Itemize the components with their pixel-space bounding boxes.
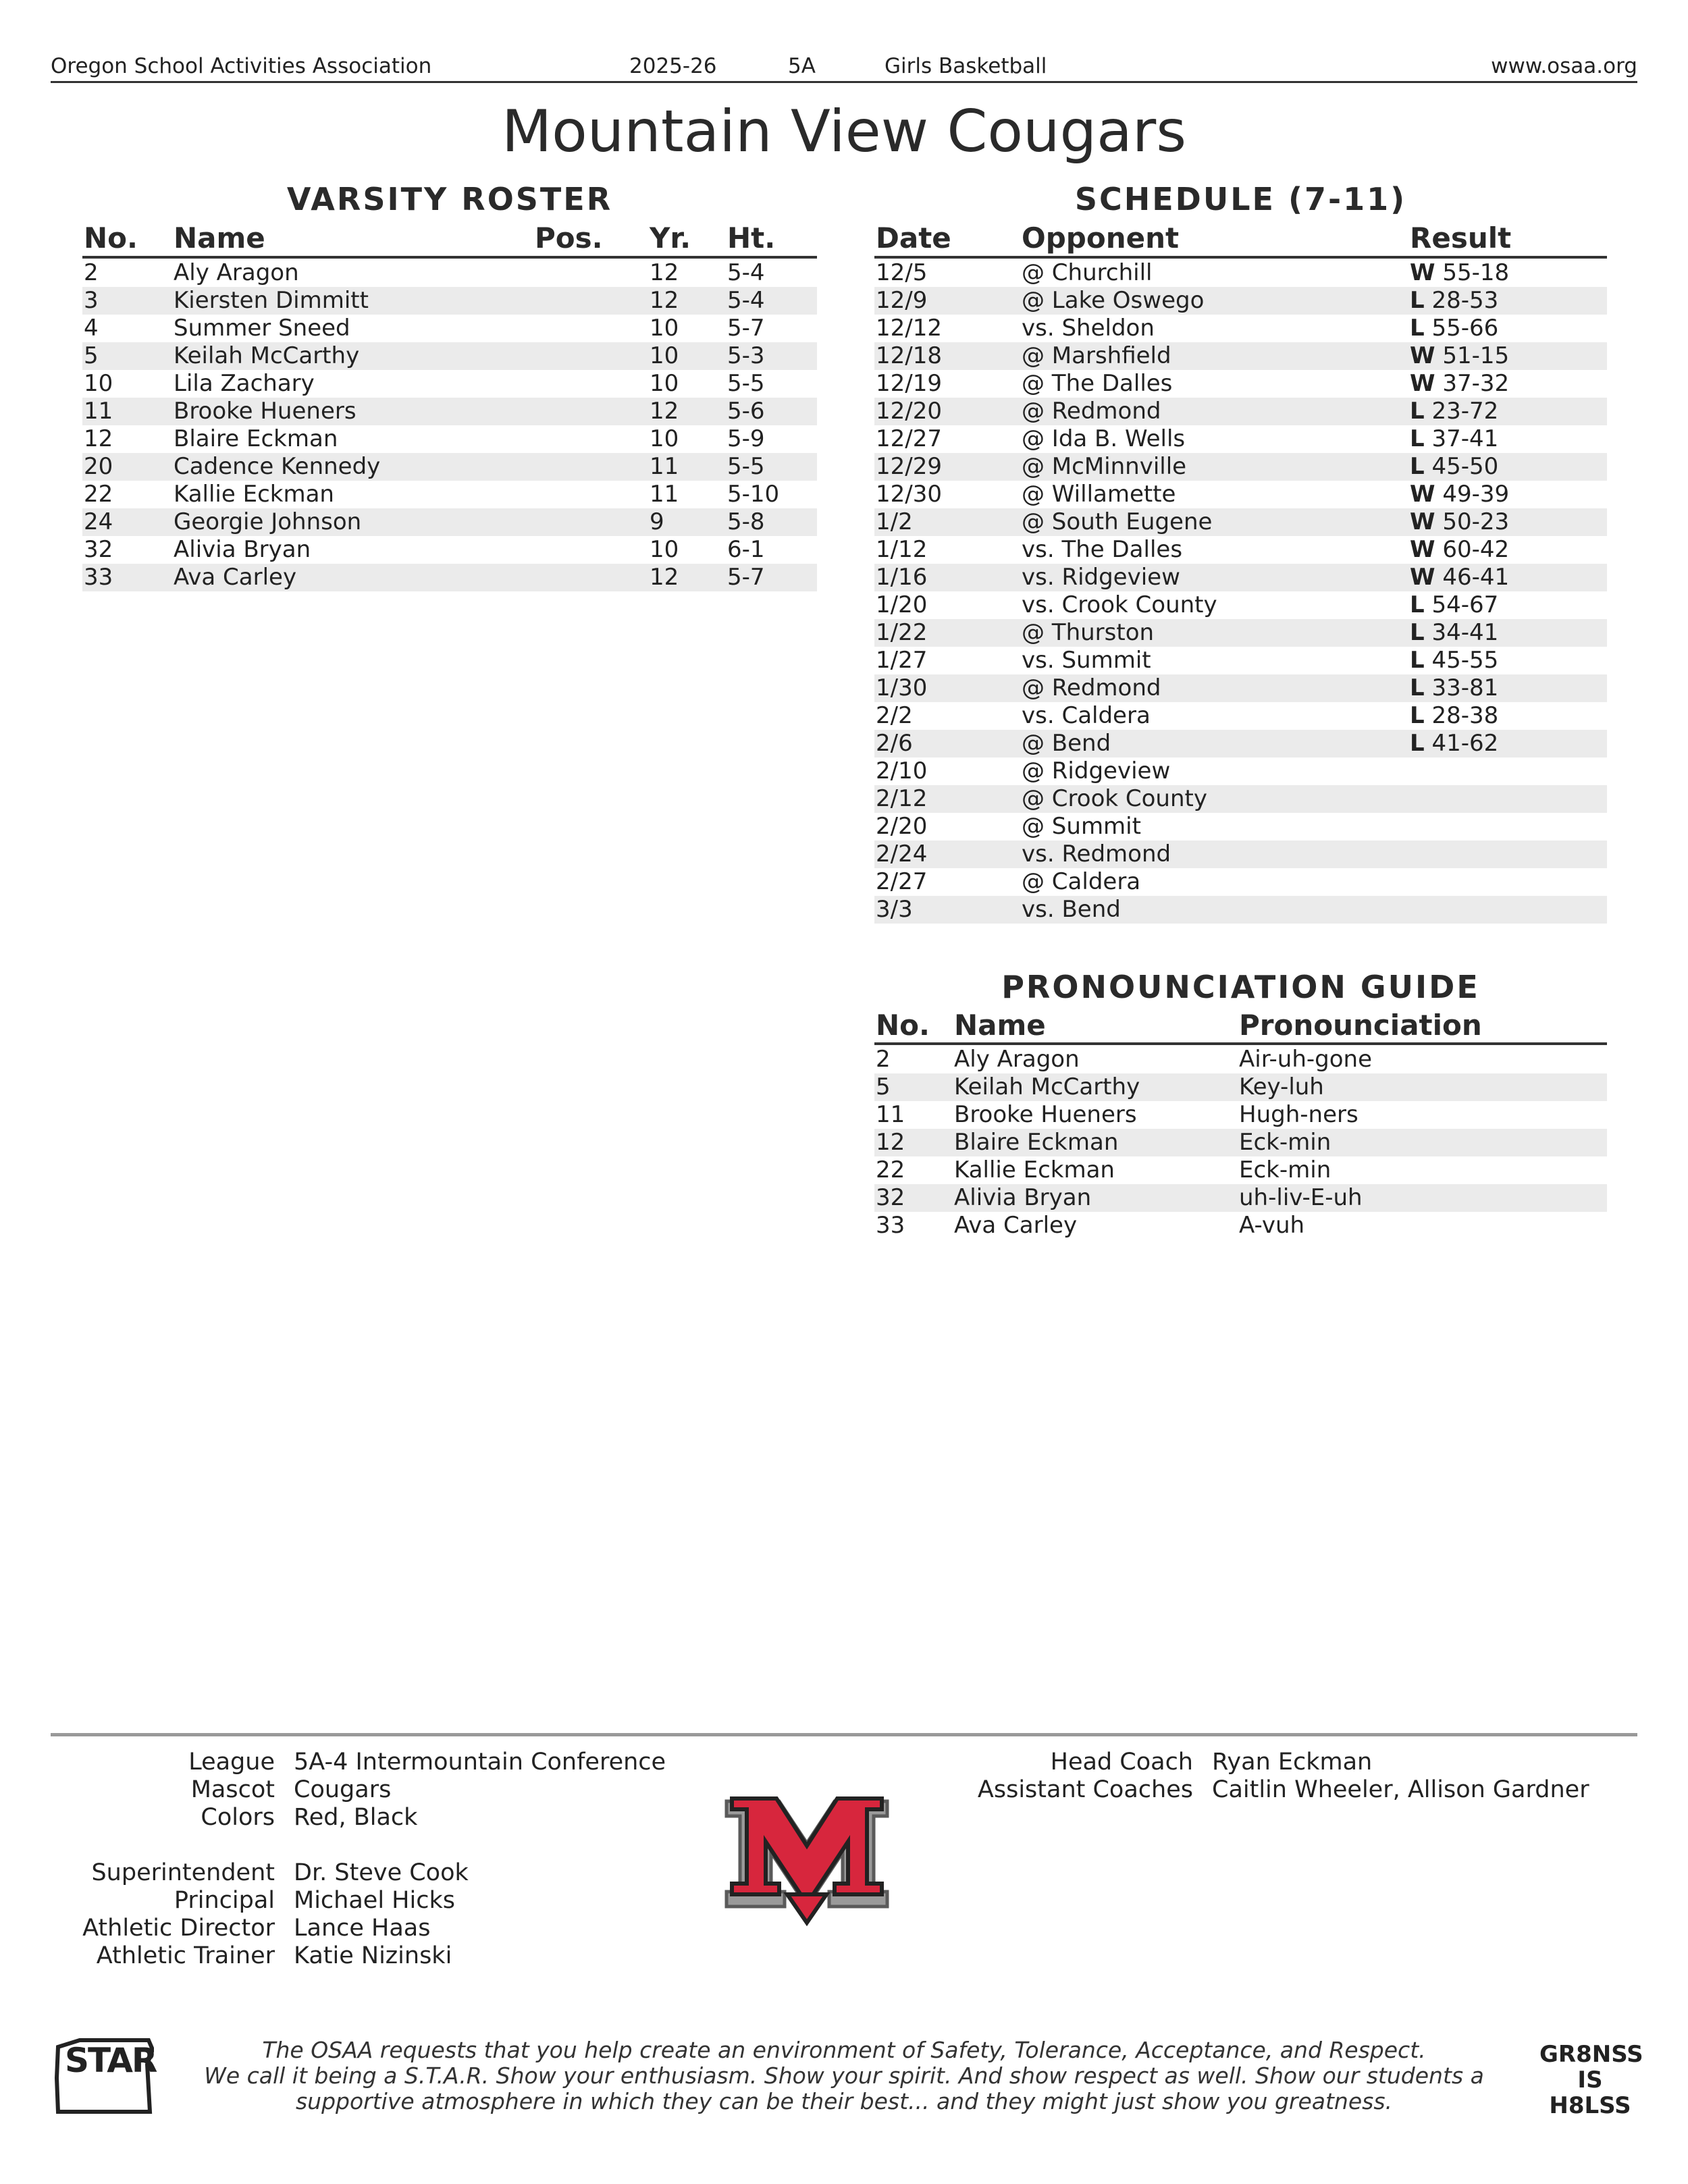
result-wl: L <box>1410 730 1425 757</box>
result-wl: L <box>1410 647 1425 674</box>
schedule-result <box>1410 259 1509 287</box>
schedule-result <box>1410 287 1498 315</box>
result-wl: L <box>1410 315 1425 342</box>
result-score: 33-81 <box>1431 674 1499 701</box>
schedule-col-date: Date <box>876 221 951 255</box>
result-wl: L <box>1410 398 1425 425</box>
mascot-label: Mascot <box>190 1776 275 1803</box>
roster-yr: 10 <box>650 370 679 397</box>
athletic-trainer-value: Katie Nizinski <box>294 1942 452 1969</box>
roster-no: 10 <box>84 370 113 397</box>
roster-row <box>82 287 817 315</box>
athletic-director-label: Athletic Director <box>82 1915 275 1942</box>
schedule-opponent: @ Redmond <box>1022 398 1161 425</box>
athletic-director-value: Lance Haas <box>294 1915 431 1942</box>
result-score: 55-66 <box>1431 315 1499 342</box>
roster-yr: 10 <box>650 342 679 369</box>
schedule-opponent: @ South Eugene <box>1022 508 1213 535</box>
roster-ht: 6-1 <box>727 536 765 563</box>
schedule-date: 1/30 <box>876 674 928 701</box>
roster-yr: 12 <box>650 564 679 591</box>
superintendent-value: Dr. Steve Cook <box>294 1859 469 1886</box>
principal-value: Michael Hicks <box>294 1887 455 1914</box>
roster-name: Alivia Bryan <box>174 536 311 563</box>
pronunciation-row <box>874 1156 1607 1184</box>
schedule-date: 2/10 <box>876 757 928 784</box>
schedule-row <box>874 342 1607 370</box>
schedule-opponent: vs. Bend <box>1022 896 1121 923</box>
result-wl: L <box>1410 591 1425 618</box>
pron-name: Aly Aragon <box>954 1046 1080 1073</box>
result-wl: L <box>1410 674 1425 701</box>
pron-pronunciation: uh-liv-E-uh <box>1239 1184 1363 1211</box>
roster-header-rule <box>82 256 817 259</box>
schedule-col-result: Result <box>1410 221 1512 255</box>
schedule-date: 12/20 <box>876 398 942 425</box>
footer-divider <box>51 1733 1637 1736</box>
schedule-row <box>874 536 1607 564</box>
roster-col-name: Name <box>174 221 265 255</box>
pronunciation-row <box>874 1129 1607 1156</box>
schedule-row <box>874 315 1607 342</box>
pron-no: 32 <box>876 1184 905 1211</box>
league-value: 5A-4 Intermountain Conference <box>294 1749 666 1776</box>
schedule-date: 12/9 <box>876 287 928 314</box>
pronunciation-row <box>874 1184 1607 1212</box>
roster-name: Cadence Kennedy <box>174 453 381 480</box>
roster-row <box>82 425 817 453</box>
result-score: 41-62 <box>1431 730 1499 757</box>
roster-yr: 12 <box>650 287 679 314</box>
header-divider <box>51 81 1637 83</box>
coach-info <box>945 1749 1688 1816</box>
roster-name: Brooke Hueners <box>174 398 357 425</box>
roster-col-no: No. <box>84 221 138 255</box>
roster-no: 12 <box>84 425 113 452</box>
athletic-trainer-label: Athletic Trainer <box>96 1942 275 1969</box>
roster-title: VARSITY ROSTER <box>286 181 613 217</box>
pron-pronunciation: A-vuh <box>1239 1212 1305 1239</box>
roster-ht: 5-9 <box>727 425 765 452</box>
footer-note-line3: supportive atmosphere in which they can be their best... and they might just show you greatness. <box>295 2088 1393 2114</box>
roster-name: Georgie Johnson <box>174 508 362 535</box>
footer-note <box>149 2037 1539 2114</box>
roster-no: 33 <box>84 564 113 591</box>
roster-ht: 5-3 <box>727 342 765 369</box>
pron-pronunciation: Eck-min <box>1239 1156 1331 1183</box>
roster-col-ht: Ht. <box>727 221 776 255</box>
roster-ht: 5-4 <box>727 287 765 314</box>
schedule-date: 12/18 <box>876 342 942 369</box>
header-org: Oregon School Activities Association <box>51 54 432 78</box>
pronunciation-row <box>874 1101 1607 1129</box>
roster-no: 20 <box>84 453 113 480</box>
schedule-row <box>874 259 1607 287</box>
colors-value: Red, Black <box>294 1804 418 1831</box>
schedule-result <box>1410 481 1509 508</box>
pronunciation-row <box>874 1046 1607 1073</box>
schedule-opponent: @ Redmond <box>1022 674 1161 701</box>
roster-yr: 11 <box>650 481 679 508</box>
result-score: 45-55 <box>1431 647 1499 674</box>
pron-pronunciation: Key-luh <box>1239 1073 1324 1100</box>
roster-row <box>82 564 817 591</box>
roster-ht: 5-5 <box>727 453 765 480</box>
result-score: 49-39 <box>1442 481 1510 508</box>
pron-no: 2 <box>876 1046 891 1073</box>
pron-name: Keilah McCarthy <box>954 1073 1140 1100</box>
league-label: League <box>188 1749 275 1776</box>
pron-pronunciation: Air-uh-gone <box>1239 1046 1372 1073</box>
result-score: 34-41 <box>1431 619 1499 646</box>
roster-ht: 5-4 <box>727 259 765 286</box>
roster-no: 32 <box>84 536 113 563</box>
roster-yr: 11 <box>650 453 679 480</box>
roster-row <box>82 453 817 481</box>
school-m-logo <box>722 1788 891 1927</box>
result-score: 51-15 <box>1442 342 1510 369</box>
schedule-opponent: @ Lake Oswego <box>1022 287 1205 314</box>
result-score: 37-41 <box>1431 425 1499 452</box>
roster-no: 4 <box>84 315 99 342</box>
pronunciation-header-rule <box>874 1042 1607 1045</box>
footer-note-line2: We call it being a S.T.A.R. Show your enthusiasm. Show your spirit. And show respect as well. Show our students a <box>204 2062 1484 2089</box>
result-score: 55-18 <box>1442 259 1510 286</box>
schedule-opponent: @ Churchill <box>1022 259 1153 286</box>
schedule-date: 2/27 <box>876 868 928 895</box>
assistant-coaches-label: Assistant Coaches <box>977 1776 1193 1803</box>
schedule-header-rule <box>874 256 1607 259</box>
footer-note-line1: The OSAA requests that you help create an environment of Safety, Tolerance, Acceptance, and Respect. <box>262 2037 1426 2063</box>
roster-yr: 10 <box>650 425 679 452</box>
schedule-opponent: vs. The Dalles <box>1022 536 1183 563</box>
schedule-opponent: @ Caldera <box>1022 868 1141 895</box>
pron-no: 11 <box>876 1101 905 1128</box>
schedule-row <box>874 453 1607 481</box>
schedule-date: 1/22 <box>876 619 928 646</box>
pronunciation-row <box>874 1073 1607 1101</box>
result-wl: W <box>1410 259 1435 286</box>
roster-yr: 9 <box>650 508 664 535</box>
schedule-result <box>1410 536 1509 564</box>
pron-no: 22 <box>876 1156 905 1183</box>
schedule-header <box>874 221 1607 255</box>
roster-ht: 5-7 <box>727 564 765 591</box>
schedule-date: 12/30 <box>876 481 942 508</box>
roster-no: 11 <box>84 398 113 425</box>
schedule-result <box>1410 315 1498 342</box>
schedule-opponent: vs. Sheldon <box>1022 315 1155 342</box>
schedule-row <box>874 868 1607 896</box>
schedule-opponent: @ The Dalles <box>1022 370 1173 397</box>
schedule-opponent: @ McMinnville <box>1022 453 1187 480</box>
pron-col-no: No. <box>876 1009 930 1042</box>
schedule-result <box>1410 425 1498 453</box>
pron-no: 33 <box>876 1212 905 1239</box>
schedule-row <box>874 481 1607 508</box>
roster-no: 2 <box>84 259 99 286</box>
result-score: 37-32 <box>1442 370 1510 397</box>
schedule-opponent: @ Thurston <box>1022 619 1155 646</box>
roster-name: Aly Aragon <box>174 259 299 286</box>
roster-name: Lila Zachary <box>174 370 315 397</box>
result-wl: L <box>1410 287 1425 314</box>
roster-row <box>82 508 817 536</box>
superintendent-label: Superintendent <box>91 1859 275 1886</box>
schedule-opponent: @ Ida B. Wells <box>1022 425 1186 452</box>
result-wl: L <box>1410 453 1425 480</box>
pronunciation-row <box>874 1212 1607 1240</box>
schedule-opponent: @ Ridgeview <box>1022 757 1171 784</box>
schedule-result <box>1410 647 1498 674</box>
schedule-result <box>1410 398 1498 425</box>
schedule-date: 3/3 <box>876 896 913 923</box>
pron-pronunciation: Hugh-ners <box>1239 1101 1359 1128</box>
roster-name: Blaire Eckman <box>174 425 338 452</box>
roster-name: Kallie Eckman <box>174 481 334 508</box>
roster-name: Kiersten Dimmitt <box>174 287 369 314</box>
schedule-opponent: @ Marshfield <box>1022 342 1171 369</box>
schedule-row <box>874 398 1607 425</box>
result-score: 23-72 <box>1431 398 1499 425</box>
roster-yr: 10 <box>650 536 679 563</box>
schedule-date: 12/5 <box>876 259 928 286</box>
schedule-opponent: vs. Caldera <box>1022 702 1151 729</box>
roster-yr: 12 <box>650 259 679 286</box>
colors-label: Colors <box>201 1804 275 1831</box>
result-score: 46-41 <box>1442 564 1510 591</box>
roster-ht: 5-8 <box>727 508 765 535</box>
schedule-date: 2/20 <box>876 813 928 840</box>
roster-name: Ava Carley <box>174 564 297 591</box>
schedule-row <box>874 287 1607 315</box>
greatness-logo: GR8NSS IS H8LSS <box>1539 2041 1643 2119</box>
schedule-date: 1/2 <box>876 508 913 535</box>
schedule-date: 2/6 <box>876 730 913 757</box>
schedule-result <box>1410 453 1498 481</box>
result-wl: W <box>1410 536 1435 563</box>
header-website[interactable]: www.osaa.org <box>1491 54 1637 78</box>
schedule-row <box>874 841 1607 868</box>
result-wl: W <box>1410 481 1435 508</box>
schedule-date: 12/29 <box>876 453 942 480</box>
result-wl: W <box>1410 564 1435 591</box>
roster-no: 24 <box>84 508 113 535</box>
schedule-row <box>874 508 1607 536</box>
result-score: 54-67 <box>1431 591 1499 618</box>
roster-yr: 10 <box>650 315 679 342</box>
roster-no: 5 <box>84 342 99 369</box>
schedule-result <box>1410 730 1498 757</box>
roster-row <box>82 481 817 508</box>
roster-row <box>82 370 817 398</box>
roster-row <box>82 342 817 370</box>
schedule-row <box>874 785 1607 813</box>
schedule-date: 2/2 <box>876 702 913 729</box>
roster-no: 3 <box>84 287 99 314</box>
schedule-row <box>874 674 1607 702</box>
pron-name: Alivia Bryan <box>954 1184 1092 1211</box>
schedule-row <box>874 730 1607 757</box>
page-title: Mountain View Cougars <box>501 98 1187 165</box>
schedule-row <box>874 813 1607 841</box>
schedule-row <box>874 591 1607 619</box>
schedule-col-opponent: Opponent <box>1022 221 1180 255</box>
pron-name: Brooke Hueners <box>954 1101 1137 1128</box>
result-score: 60-42 <box>1442 536 1510 563</box>
schedule-row <box>874 370 1607 398</box>
roster-col-pos: Pos. <box>535 221 603 255</box>
head-coach-label: Head Coach <box>1050 1749 1193 1776</box>
schedule-opponent: vs. Crook County <box>1022 591 1217 618</box>
schedule-result <box>1410 619 1498 647</box>
schedule-date: 1/16 <box>876 564 928 591</box>
result-wl: L <box>1410 425 1425 452</box>
roster-ht: 5-5 <box>727 370 765 397</box>
result-score: 45-50 <box>1431 453 1499 480</box>
result-wl: W <box>1410 508 1435 535</box>
schedule-row <box>874 647 1607 674</box>
schedule-date: 1/12 <box>876 536 928 563</box>
schedule-result <box>1410 702 1498 730</box>
principal-label: Principal <box>174 1887 275 1914</box>
pronunciation-header <box>874 1009 1607 1042</box>
roster-ht: 5-7 <box>727 315 765 342</box>
schedule-opponent: vs. Summit <box>1022 647 1151 674</box>
schedule-opponent: @ Crook County <box>1022 785 1207 812</box>
schedule-opponent: vs. Redmond <box>1022 841 1171 868</box>
pron-no: 5 <box>876 1073 891 1100</box>
schedule-title: SCHEDULE (7-11) <box>1074 181 1407 217</box>
schedule-row <box>874 896 1607 924</box>
pronunciation-title: PRONOUNCIATION GUIDE <box>1001 969 1480 1005</box>
schedule-result <box>1410 591 1498 619</box>
star-logo-text: STAR <box>65 2041 157 2080</box>
schedule-opponent: vs. Ridgeview <box>1022 564 1180 591</box>
header-season: 2025-26 <box>629 54 717 78</box>
assistant-coaches-value: Caitlin Wheeler, Allison Gardner <box>1212 1776 1589 1803</box>
result-score: 28-53 <box>1431 287 1499 314</box>
schedule-opponent: @ Bend <box>1022 730 1111 757</box>
roster-row <box>82 315 817 342</box>
roster-col-yr: Yr. <box>650 221 691 255</box>
roster-row <box>82 536 817 564</box>
result-score: 28-38 <box>1431 702 1499 729</box>
pron-name: Ava Carley <box>954 1212 1078 1239</box>
schedule-result <box>1410 508 1509 536</box>
schedule-row <box>874 757 1607 785</box>
header-sport: Girls Basketball <box>885 54 1047 78</box>
roster-name: Summer Sneed <box>174 315 350 342</box>
pron-col-pronunciation: Pronounciation <box>1239 1009 1482 1042</box>
roster-no: 22 <box>84 481 113 508</box>
pron-pronunciation: Eck-min <box>1239 1129 1331 1156</box>
schedule-date: 12/12 <box>876 315 942 342</box>
schedule-result <box>1410 370 1509 398</box>
schedule-table <box>874 259 1607 924</box>
schedule-row <box>874 564 1607 591</box>
schedule-row <box>874 619 1607 647</box>
result-wl: W <box>1410 342 1435 369</box>
result-score: 50-23 <box>1442 508 1510 535</box>
roster-table <box>82 259 817 591</box>
schedule-date: 2/24 <box>876 841 928 868</box>
head-coach-value: Ryan Eckman <box>1212 1749 1373 1776</box>
schedule-result <box>1410 564 1509 591</box>
schedule-opponent: @ Summit <box>1022 813 1141 840</box>
schedule-date: 1/27 <box>876 647 928 674</box>
pron-col-name: Name <box>954 1009 1046 1042</box>
schedule-opponent: @ Willamette <box>1022 481 1176 508</box>
pron-name: Kallie Eckman <box>954 1156 1115 1183</box>
header-classification: 5A <box>788 54 816 78</box>
schedule-date: 12/27 <box>876 425 942 452</box>
schedule-date: 1/20 <box>876 591 928 618</box>
schedule-date: 12/19 <box>876 370 942 397</box>
pron-name: Blaire Eckman <box>954 1129 1119 1156</box>
pronunciation-table <box>874 1046 1607 1240</box>
result-wl: L <box>1410 619 1425 646</box>
roster-header <box>82 221 817 255</box>
schedule-result <box>1410 342 1509 370</box>
roster-ht: 5-6 <box>727 398 765 425</box>
schedule-result <box>1410 674 1498 702</box>
roster-name: Keilah McCarthy <box>174 342 360 369</box>
school-info <box>0 1749 743 1985</box>
schedule-date: 2/12 <box>876 785 928 812</box>
star-logo <box>53 2037 157 2117</box>
roster-ht: 5-10 <box>727 481 780 508</box>
pron-no: 12 <box>876 1129 905 1156</box>
roster-yr: 12 <box>650 398 679 425</box>
result-wl: L <box>1410 702 1425 729</box>
mascot-value: Cougars <box>294 1776 392 1803</box>
schedule-row <box>874 425 1607 453</box>
result-wl: W <box>1410 370 1435 397</box>
roster-row <box>82 259 817 287</box>
schedule-row <box>874 702 1607 730</box>
roster-row <box>82 398 817 425</box>
